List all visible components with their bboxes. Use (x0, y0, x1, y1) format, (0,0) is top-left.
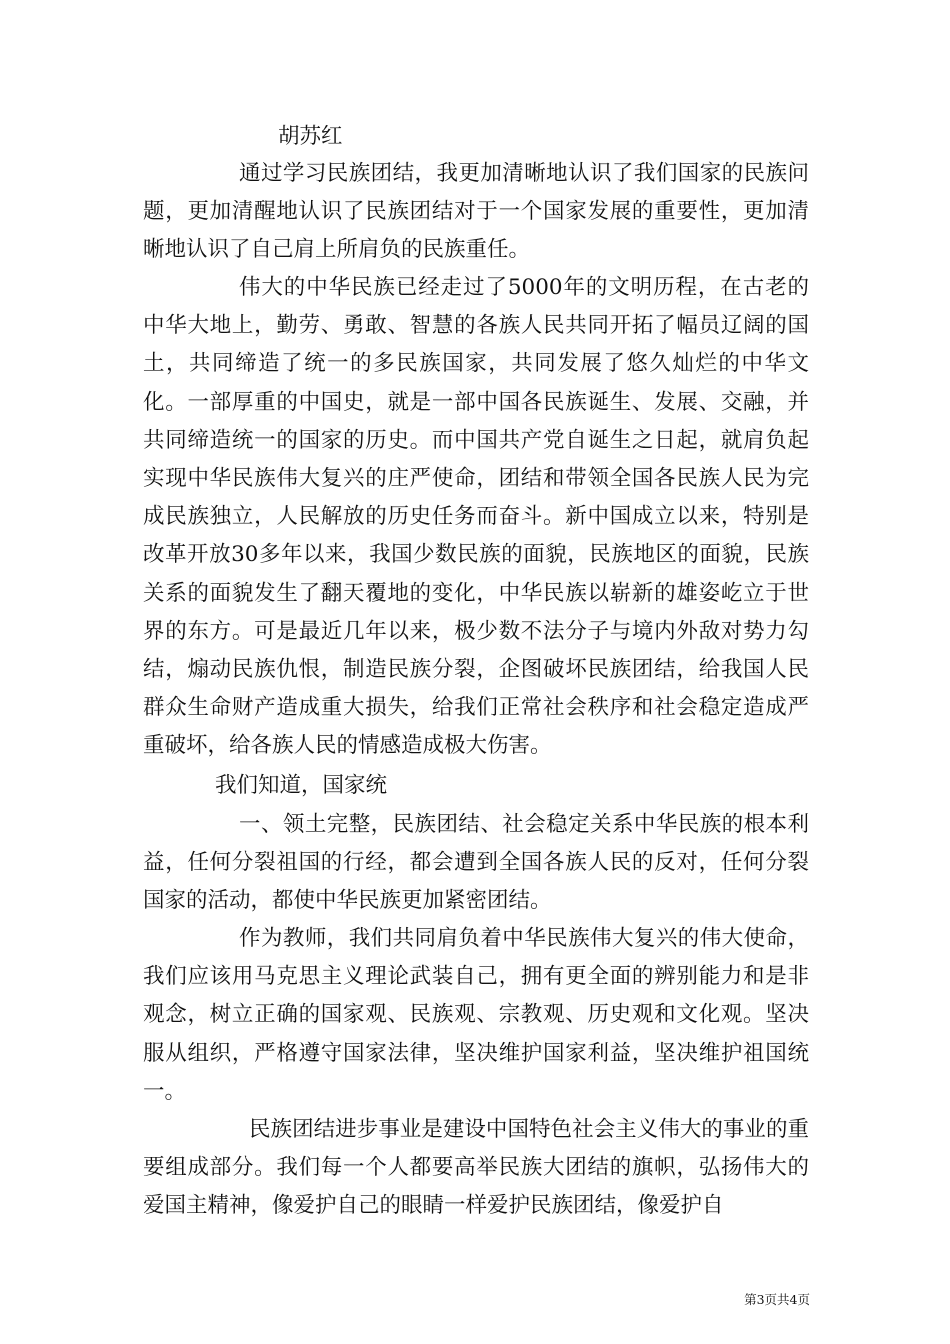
paragraph-3: 我们知道，国家统 (215, 773, 388, 798)
paragraph-2: 伟大的中华民族已经走过了5000年的文明历程，在古老的中华大地上，勤劳、勇敢、智慧的各族人民共同开拓了幅员辽阔的国土，共同缔造了统一的多民族国家，共同发展了悠久灿烂的中华文化。一部厚重的中国史，就是一部中国各民族诞生、发展、交融，并共同缔造统一的国家的历史。而中国共产党自诞生之日起，就肩负起实现中华民族伟大复兴的庄严使命，团结和带领全国各民族人民为完成民族独立，人民解放的历史任务而奋斗。新中国成立以来，特别是改革开放30多年以来，我国少数民族的面貌，民族地区的面貌，民族关系的面貌发生了翻天覆地的变化，中华民族以崭新的雄姿屹立于世界的东方。可是最近几年以来，极少数不法分子与境内外敌对势力勾结，煽动民族仇恨，制造民族分裂，企图破坏民族团结，给我国人民群众生命财产造成重大损失，给我们正常社会秩序和社会稳定造成严重破坏，给各族人民的情感造成极大伤害。 (143, 275, 809, 759)
paragraph-5: 作为教师，我们共同肩负着中华民族伟大复兴的伟大使命，我们应该用马克思主义理论武装自己，拥有更全面的辨别能力和是非观念，树立正确的国家观、民族观、宗教观、历史观和文化观。坚决服从组织，严格遵守国家法律，坚决维护国家利益，坚决维护祖国统一。 (143, 926, 809, 1104)
paragraph-4: 一、领土完整，民族团结、社会稳定关系中华民族的根本利益，任何分裂祖国的行经，都会遭到全国各族人民的反对，任何分裂国家的活动，都使中华民族更加紧密团结。 (143, 812, 809, 914)
author-name: 胡苏红 (278, 124, 343, 149)
page-number: 第3页共4页 (744, 1292, 810, 1307)
paragraph-1: 通过学习民族团结，我更加清晰地认识了我们国家的民族问题，更加清醒地认识了民族团结对于一个国家发展的重要性，更加清晰地认识了自己肩上所肩负的民族重任。 (143, 161, 809, 263)
paragraph-6: 民族团结进步事业是建设中国特色社会主义伟大的事业的重要组成部分。我们每一个人都要高举民族大团结的旗帜，弘扬伟大的爱国主精神，像爱护自己的眼睛一样爱护民族团结，像爱护自 (143, 1117, 809, 1219)
